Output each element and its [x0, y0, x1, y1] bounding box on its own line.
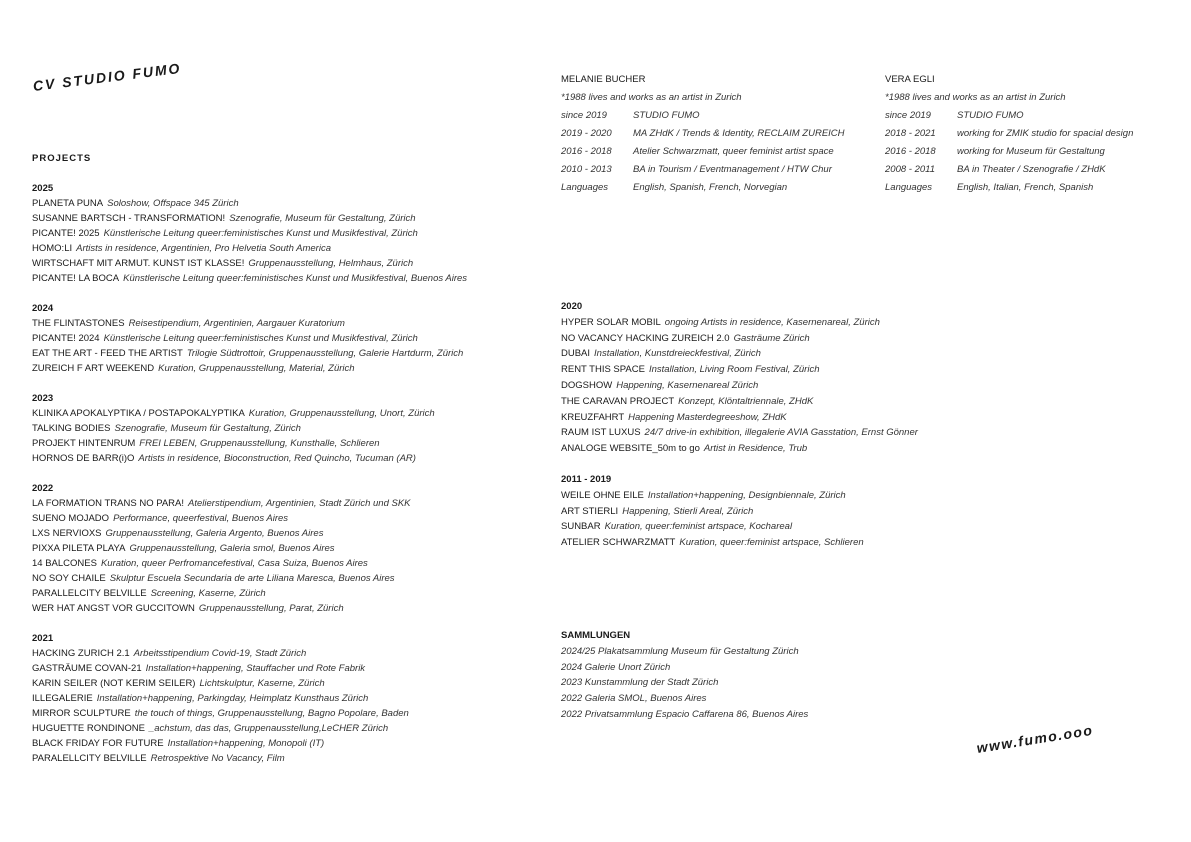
project-description: Installation, Living Room Festival, Zürich [648, 364, 820, 376]
project-description: Kuration, Gruppenausstellung, Material, Zürich [158, 363, 355, 374]
project-name: ILLEGALERIE [32, 693, 93, 704]
project-entry [32, 256, 552, 271]
project-name: ATELIER SCHWARZMATT [561, 537, 676, 549]
collections-section [561, 628, 1121, 723]
year-block [32, 481, 552, 631]
project-description: Szenografie, Museum für Gestaltung, Zürich [229, 213, 416, 224]
project-name: DOGSHOW [561, 379, 613, 391]
project-description: _achstum, das das, Gruppenausstellung,LeCHER Zürich [148, 723, 389, 734]
project-description: ongoing Artists in residence, Kasernenareal, Zürich [664, 316, 880, 328]
year-block [32, 181, 552, 301]
project-description: Lichtskulptur, Kaserne, Zürich [199, 678, 325, 689]
cv-text: BA in Tourism / Eventmanagement / HTW Chur [633, 164, 832, 175]
project-description: Retrospektive No Vacancy, Film [150, 753, 285, 764]
project-name: HACKING ZURICH 2.1 [32, 648, 130, 659]
project-entry [32, 451, 552, 466]
project-entry [32, 706, 552, 721]
profile-melanie-bucher [561, 74, 845, 200]
project-name: SUNBAR [561, 521, 601, 533]
project-name: NO VACANCY HACKING ZUREICH 2.0 [561, 332, 730, 344]
project-description: Performance, queerfestival, Buenos Aires [113, 513, 289, 524]
cv-period: 2008 - 2011 [885, 164, 936, 175]
project-entry [32, 436, 552, 451]
project-entry [32, 196, 552, 211]
project-name: RAUM IST LUXUS [561, 427, 641, 439]
project-name: PIXXA PILETA PLAYA [32, 543, 126, 554]
project-entry [32, 271, 552, 286]
year-block [32, 391, 552, 481]
year-heading: 2011 - 2019 [561, 473, 612, 485]
cv-row [885, 128, 1133, 146]
project-entry [32, 496, 552, 511]
cv-period: 2016 - 2018 [885, 146, 936, 157]
project-name: HOMO:LI [32, 243, 73, 254]
project-entry [32, 586, 552, 601]
project-description: Skulptur Escuela Secundaria de arte Liliana Maresca, Buenos Aires [109, 573, 395, 584]
project-description: Atelierstipendium, Argentinien, Stadt Zürich und SKK [188, 498, 411, 509]
project-description: Artists in residence, Bioconstruction, Red Quincho, Tucuman (AR) [138, 453, 416, 464]
year-heading: 2022 [32, 483, 54, 494]
cv-row [561, 146, 845, 164]
page-title: CV STUDIO FUMO [32, 59, 183, 94]
project-entry [32, 511, 552, 526]
project-entry [561, 488, 1121, 504]
project-description: Künstlerische Leitung queer:feministisches Kunst und Musikfestival, Zürich [103, 228, 418, 239]
cv-text: MA ZHdK / Trends & Identity, RECLAIM ZUREICH [633, 128, 845, 139]
cv-row [885, 182, 1133, 200]
website-link[interactable]: www.fumo.ooo [975, 721, 1095, 756]
project-name: ZUREICH F ART WEEKEND [32, 363, 155, 374]
project-name: NO SOY CHAILE [32, 573, 106, 584]
project-entry [32, 241, 552, 256]
project-description: Artist in Residence, Trub [703, 443, 808, 455]
person-intro: *1988 lives and works as an artist in Zurich [885, 92, 1066, 103]
project-name: BLACK FRIDAY FOR FUTURE [32, 738, 164, 749]
project-entry [561, 441, 1121, 457]
project-description: Happening, Kasernenareal Zürich [616, 379, 759, 391]
project-description: Installation+happening, Monopoli (IT) [167, 738, 325, 749]
cv-row [561, 182, 845, 200]
project-description: Installation+happening, Parkingday, Heimplatz Kunsthaus Zürich [96, 693, 369, 704]
project-description: Künstlerische Leitung queer:feministisches Kunst und Musikfestival, Buenos Aires [123, 273, 468, 284]
project-name: HORNOS DE BARR(i)O [32, 453, 135, 464]
cv-text: working for Museum für Gestaltung [957, 146, 1105, 157]
cv-row [561, 164, 845, 182]
project-name: KARIN SEILER (NOT KERIM SEILER) [32, 678, 196, 689]
cv-text: STUDIO FUMO [957, 110, 1024, 121]
person-name: VERA EGLI [885, 74, 935, 85]
project-entry [32, 211, 552, 226]
project-description: Konzept, Klöntaltriennale, ZHdK [678, 395, 814, 407]
project-name: SUENO MOJADO [32, 513, 110, 524]
project-entry [561, 394, 1121, 410]
project-entry [561, 346, 1121, 362]
project-description: Installation, Kunstdreieckfestival, Zürich [594, 348, 761, 360]
year-heading: 2025 [32, 183, 54, 194]
project-description: Gruppenausstellung, Helmhaus, Zürich [248, 258, 414, 269]
cv-period: Languages [561, 182, 609, 193]
project-description: Gruppenausstellung, Galeria Argento, Buenos Aires [105, 528, 324, 539]
project-entry [32, 316, 552, 331]
project-name: PROJEKT HINTENRUM [32, 438, 136, 449]
year-block [561, 299, 1121, 472]
project-description: FREI LEBEN, Gruppenausstellung, Kunsthalle, Schlieren [139, 438, 380, 449]
projects-heading: PROJECTS [32, 153, 92, 164]
project-name: THE FLINTASTONES [32, 318, 125, 329]
project-entry [32, 646, 552, 661]
project-description: the touch of things, Gruppenausstellung, Bagno Popolare, Baden [134, 708, 409, 719]
project-entry [561, 362, 1121, 378]
cv-period: since 2019 [561, 110, 607, 121]
project-name: WEILE OHNE EILE [561, 489, 644, 501]
project-name: MIRROR SCULPTURE [32, 708, 131, 719]
project-name: RENT THIS SPACE [561, 364, 645, 376]
project-description: Szenografie, Museum für Gestaltung, Zürich [114, 423, 301, 434]
cv-row [885, 146, 1133, 164]
cv-period: 2010 - 2013 [561, 164, 612, 175]
projects-column [32, 151, 552, 781]
cv-text: English, Italian, French, Spanish [957, 182, 1094, 193]
project-entry [32, 406, 552, 421]
cv-text: BA in Theater / Szenografie / ZHdK [957, 164, 1106, 175]
collection-item: 2022 Privatsammlung Espacio Caffarena 86, Buenos Aires [561, 708, 809, 720]
project-entry [561, 535, 1121, 551]
cv-row [885, 164, 1133, 182]
project-name: LA FORMATION TRANS NO PARA! [32, 498, 185, 509]
project-description: Reisestipendium, Argentinien, Aargauer Kuratorium [128, 318, 345, 329]
project-entry [32, 751, 552, 766]
project-description: 24/7 drive-in exhibition, illegalerie AVIA Gasstation, Ernst Gönner [644, 427, 918, 439]
project-entry [32, 691, 552, 706]
project-entry [32, 556, 552, 571]
cv-text: Atelier Schwarzmatt, queer feminist artist space [633, 146, 834, 157]
cv-text: working for ZMIK studio for spacial design [957, 128, 1134, 139]
project-entry [32, 721, 552, 736]
project-entry [561, 425, 1121, 441]
projects-column-right [561, 299, 1121, 566]
project-name: PLANETA PUNA [32, 198, 104, 209]
project-name: PICANTE! 2025 [32, 228, 100, 239]
cv-row [561, 128, 845, 146]
project-description: Gruppenausstellung, Parat, Zürich [198, 603, 344, 614]
project-name: WIRTSCHAFT MIT ARMUT. KUNST IST KLASSE! [32, 258, 245, 269]
project-description: Installation+happening, Designbiennale, Zürich [647, 489, 846, 501]
project-entry [32, 676, 552, 691]
year-heading: 2024 [32, 303, 54, 314]
project-description: Installation+happening, Stauffacher und Rote Fabrik [145, 663, 366, 674]
project-description: Happening Masterdegreeshow, ZHdK [628, 411, 787, 423]
project-name: 14 BALCONES [32, 558, 97, 569]
project-entry [32, 661, 552, 676]
collection-item: 2024 Galerie Unort Zürich [561, 661, 671, 673]
project-name: THE CARAVAN PROJECT [561, 395, 675, 407]
project-entry [561, 504, 1121, 520]
project-entry [32, 736, 552, 751]
project-entry [561, 378, 1121, 394]
project-description: Kuration, Gruppenausstellung, Unort, Zürich [248, 408, 435, 419]
project-description: Kuration, queer:feminist artspace, Kochareal [604, 521, 793, 533]
project-name: ANALOGE WEBSITE_50m to go [561, 443, 700, 455]
person-intro: *1988 lives and works as an artist in Zurich [561, 92, 742, 103]
projects-years-right [561, 299, 1121, 566]
person-name: MELANIE BUCHER [561, 74, 646, 85]
project-description: Arbeitsstipendium Covid-19, Stadt Zürich [133, 648, 307, 659]
project-description: Gruppenausstellung, Galeria smol, Buenos Aires [129, 543, 335, 554]
collection-item: 2024/25 Plakatsammlung Museum für Gestaltung Zürich [561, 645, 799, 657]
year-heading: 2020 [561, 301, 583, 312]
profile-vera-egli [885, 74, 1133, 200]
project-description: Soloshow, Offspace 345 Zürich [107, 198, 239, 209]
project-entry [561, 331, 1121, 347]
project-name: SUSANNE BARTSCH - TRANSFORMATION! [32, 213, 226, 224]
project-entry [32, 331, 552, 346]
year-block [561, 472, 1121, 566]
year-heading: 2021 [32, 633, 54, 644]
project-entry [32, 541, 552, 556]
project-name: LXS NERVIOXS [32, 528, 102, 539]
year-block [32, 301, 552, 391]
project-name: TALKING BODIES [32, 423, 111, 434]
project-name: PARALLELCITY BELVILLE [32, 588, 147, 599]
cv-period: 2019 - 2020 [561, 128, 612, 139]
cv-row [561, 110, 845, 128]
project-name: PICANTE! 2024 [32, 333, 100, 344]
project-name: GASTRÄUME COVAN-21 [32, 663, 142, 674]
cv-text: English, Spanish, French, Norvegian [633, 182, 788, 193]
collection-item: 2022 Galeria SMOL, Buenos Aires [561, 693, 707, 705]
cv-period: since 2019 [885, 110, 931, 121]
project-name: DUBAI [561, 348, 591, 360]
collections-heading: SAMMLUNGEN [561, 630, 631, 641]
collection-item: 2023 Kunstammlung der Stadt Zürich [561, 677, 719, 689]
project-name: EAT THE ART - FEED THE ARTIST [32, 348, 183, 359]
project-entry [561, 410, 1121, 426]
projects-years-left [32, 181, 552, 781]
cv-period: 2018 - 2021 [885, 128, 936, 139]
project-name: ART STIERLI [561, 505, 619, 517]
cv-period: 2016 - 2018 [561, 146, 612, 157]
project-description: Kuration, queer:feminist artspace, Schlieren [679, 537, 864, 549]
project-description: Screening, Kaserne, Zürich [150, 588, 266, 599]
project-name: KREUZFAHRT [561, 411, 625, 423]
project-description: Gasträume Zürich [733, 332, 810, 344]
project-name: HYPER SOLAR MOBIL [561, 316, 661, 328]
project-name: PARALELLCITY BELVILLE [32, 753, 147, 764]
project-entry [561, 315, 1121, 331]
project-entry [32, 571, 552, 586]
project-name: WER HAT ANGST VOR GUCCITOWN [32, 603, 195, 614]
project-entry [32, 421, 552, 436]
project-description: Artists in residence, Argentinien, Pro Helvetia South America [76, 243, 331, 254]
project-name: PICANTE! LA BOCA [32, 273, 120, 284]
project-name: HUGUETTE RONDINONE [32, 723, 145, 734]
project-entry [32, 226, 552, 241]
project-entry [32, 361, 552, 376]
project-name: KLINIKA APOKALYPTIKA / POSTAPOKALYPTIKA [32, 408, 245, 419]
project-description: Trilogie Südtrottoir, Gruppenausstellung, Galerie Hartdurm, Zürich [186, 348, 464, 359]
year-heading: 2023 [32, 393, 54, 404]
project-entry [561, 519, 1121, 535]
project-entry [32, 346, 552, 361]
cv-period: Languages [885, 182, 933, 193]
project-entry [32, 526, 552, 541]
project-description: Künstlerische Leitung queer:feministisches Kunst und Musikfestival, Zürich [103, 333, 418, 344]
project-description: Happening, Stierli Areal, Zürich [622, 505, 754, 517]
cv-row [885, 110, 1133, 128]
cv-text: STUDIO FUMO [633, 110, 700, 121]
project-entry [32, 601, 552, 616]
year-block [32, 631, 552, 781]
project-description: Kuration, queer Perfromancefestival, Casa Suiza, Buenos Aires [100, 558, 368, 569]
